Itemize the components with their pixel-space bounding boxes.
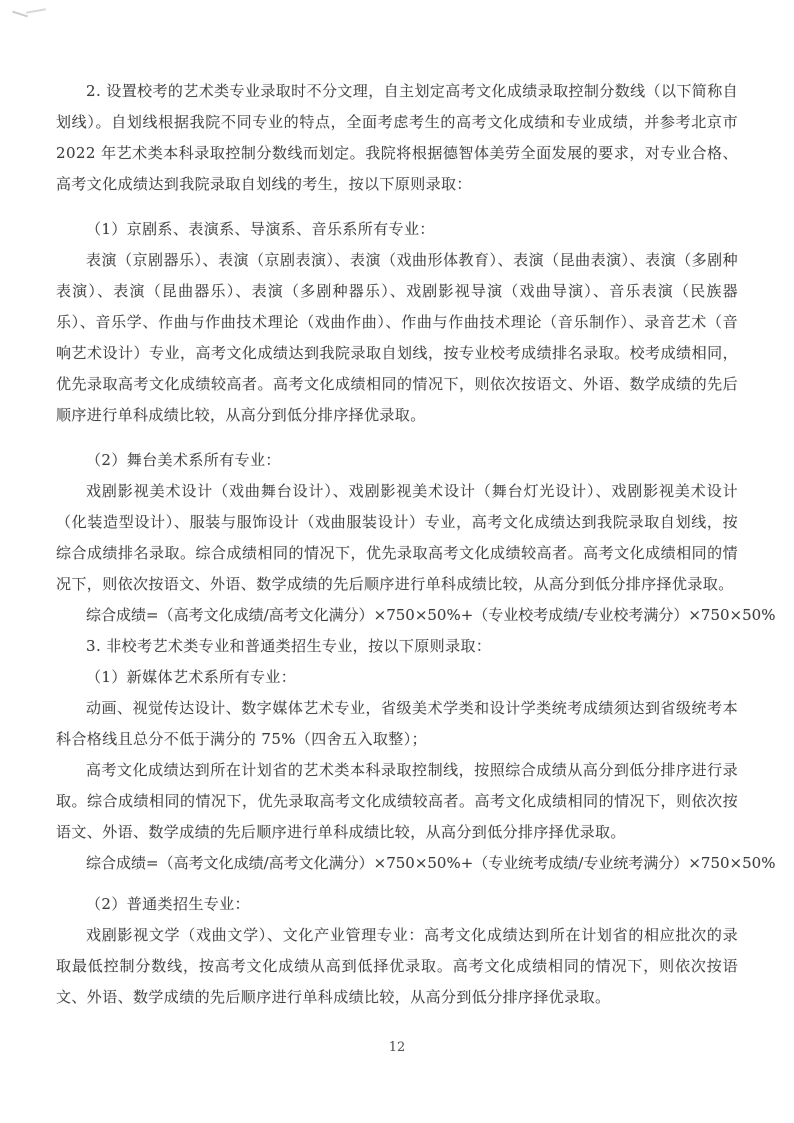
page-number: 12 (388, 1040, 406, 1055)
paragraph-majors-jingju-depts: 表演（京剧器乐）、表演（京剧表演）、表演（戏曲形体教育）、表演（昆曲表演）、表演（多剧种表演）、表演（昆曲器乐）、表演（多剧种器乐）、戏剧影视导演（戏曲导演）、音乐表演（民族器乐）、音乐学、作曲与作曲技术理论（戏曲作曲）、作曲与作曲技术理论（音乐制作）、录音艺术（音响艺术设计）专业，高考文化成绩达到我院录取自划线，按专业校考成绩排名录取。校考成绩相同，优先录取高考文化成绩较高者。高考文化成绩相同的情况下，则依次按语文、外语、数学成绩的先后顺序进行单科成绩比较，从高分到低分排序择优录取。 (56, 251, 738, 424)
section-heading-stage-art-dept: （2）舞台美术系所有专业： (86, 451, 281, 469)
section-heading-new-media-dept: （1）新媒体艺术系所有专业： (86, 668, 297, 686)
paragraph-majors-new-media-requirement: 动画、视觉传达设计、数字媒体艺术专业，省级美术学类和设计学类统考成绩须达到省级统考本科合格线且总分不低于满分的 75%（四舍五入取整）； (56, 699, 738, 748)
paragraph-new-media-admission-rule: 高考文化成绩达到所在计划省的艺术类本科录取控制线，按照综合成绩从高分到低分排序进行录取。综合成绩相同的情况下，优先录取高考文化成绩较高者。高考文化成绩相同的情况下，则依次按语文、外语、数学成绩的先后顺序进行单科成绩比较，从高分到低分排序择优录取。 (56, 761, 738, 841)
formula-provincial-exam-composite-score: 综合成绩=（高考文化成绩/高考文化满分）×750×50%+（专业统考成绩/专业统考满分）×750×50% (86, 854, 776, 872)
document-content (56, 76, 776, 1013)
paragraph-majors-stage-art-dept: 戏剧影视美术设计（戏曲舞台设计）、戏剧影视美术设计（舞台灯光设计）、戏剧影视美术设计（化装造型设计）、服装与服饰设计（戏曲服装设计）专业，高考文化成绩达到我院录取自划线，按综合成绩排名录取。综合成绩相同的情况下，优先录取高考文化成绩较高者。高考文化成绩相同的情况下，则依次按语文、外语、数学成绩的先后顺序进行单科成绩比较，从高分到低分排序择优录取。 (56, 482, 738, 593)
section-heading-general-admission: （2）普通类招生专业： (86, 895, 250, 913)
scan-artifact-mark (10, 6, 48, 20)
paragraph-rule-2-self-drawn-line: 2. 设置校考的艺术类专业录取时不分文理，自主划定高考文化成绩录取控制分数线（以下简称自划线）。自划线根据我院不同专业的特点，全面考虑考生的高考文化成绩和专业成绩，并参考北京市 2022 年艺术类本科录取控制分数线而划定。我院将根据德智体美劳全面发展的要求，对专业合格、高考文化成绩达到我院录取自划线的考生，按以下原则录取： (56, 82, 738, 193)
formula-school-exam-composite-score: 综合成绩=（高考文化成绩/高考文化满分）×750×50%+（专业校考成绩/专业校考满分）×750×50% (86, 606, 776, 624)
section-heading-jingju-depts: （1）京剧系、表演系、导演系、音乐系所有专业： (86, 220, 435, 238)
paragraph-rule-3-non-school-exam: 3. 非校考艺术类专业和普通类招生专业，按以下原则录取： (86, 637, 492, 655)
paragraph-majors-general-admission: 戏剧影视文学（戏曲文学）、文化产业管理专业：高考文化成绩达到所在计划省的相应批次的录取最低控制分数线，按高考文化成绩从高到低择优录取。高考文化成绩相同的情况下，则依次按语文、外语、数学成绩的先后顺序进行单科成绩比较，从高分到低分排序择优录取。 (56, 926, 738, 1006)
